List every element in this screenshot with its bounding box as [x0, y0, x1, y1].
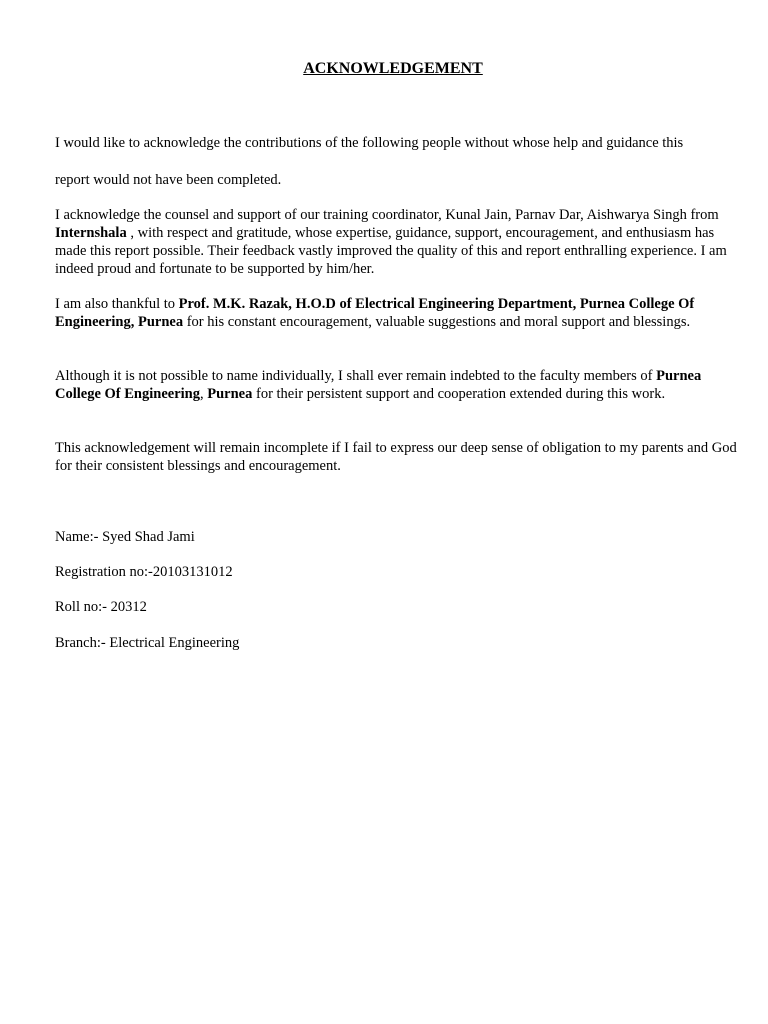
student-name: Name:- Syed Shad Jami [55, 529, 195, 545]
hod-text-a: I am also thankful to [55, 296, 179, 312]
organization-name: Internshala [55, 225, 127, 241]
faculty-text-sep: , [200, 386, 208, 402]
hod-name: Prof. M.K. Razak, H.O.D of Electrical Engineering Department, Purnea College Of Engineering, Purnea [55, 296, 695, 330]
intro-line-1: I would like to acknowledge the contributions of the following people without whose help and guidance this [55, 135, 684, 151]
coordinator-text-a: I acknowledge the counsel and support of our training coordinator, Kunal Jain, Parnav Dar, Aishwarya Singh from [55, 207, 719, 223]
coordinator-text-b: , with respect and gratitude, whose expertise, guidance, support, encouragement, and enthusiasm has made this report possible. Their feedback vastly improved the quality of this and report enthralling experience. I am indeed proud and fortunate to be supported by him/her. [55, 225, 727, 277]
coordinator-paragraph [55, 206, 745, 278]
faculty-text-b: for their persistent support and cooperation extended during this work. [252, 386, 666, 402]
intro-line-2: report would not have been completed. [55, 172, 282, 188]
faculty-paragraph [55, 367, 745, 403]
parents-paragraph: This acknowledgement will remain incomplete if I fail to express our deep sense of obligation to my parents and God for their consistent blessings and encouragement. [55, 440, 737, 474]
hod-paragraph [55, 295, 745, 331]
registration-number: Registration no:-20103131012 [55, 564, 233, 580]
college-name: Purnea College Of Engineering [55, 368, 702, 402]
branch: Branch:- Electrical Engineering [55, 635, 240, 651]
page-title: ACKNOWLEDGEMENT [303, 60, 483, 77]
city-name: Purnea [207, 386, 253, 402]
faculty-text-a: Although it is not possible to name individually, I shall ever remain indebted to the faculty members of [55, 368, 657, 384]
hod-text-b: for his constant encouragement, valuable suggestions and moral support and blessings. [183, 314, 691, 330]
roll-number: Roll no:- 20312 [55, 599, 147, 615]
